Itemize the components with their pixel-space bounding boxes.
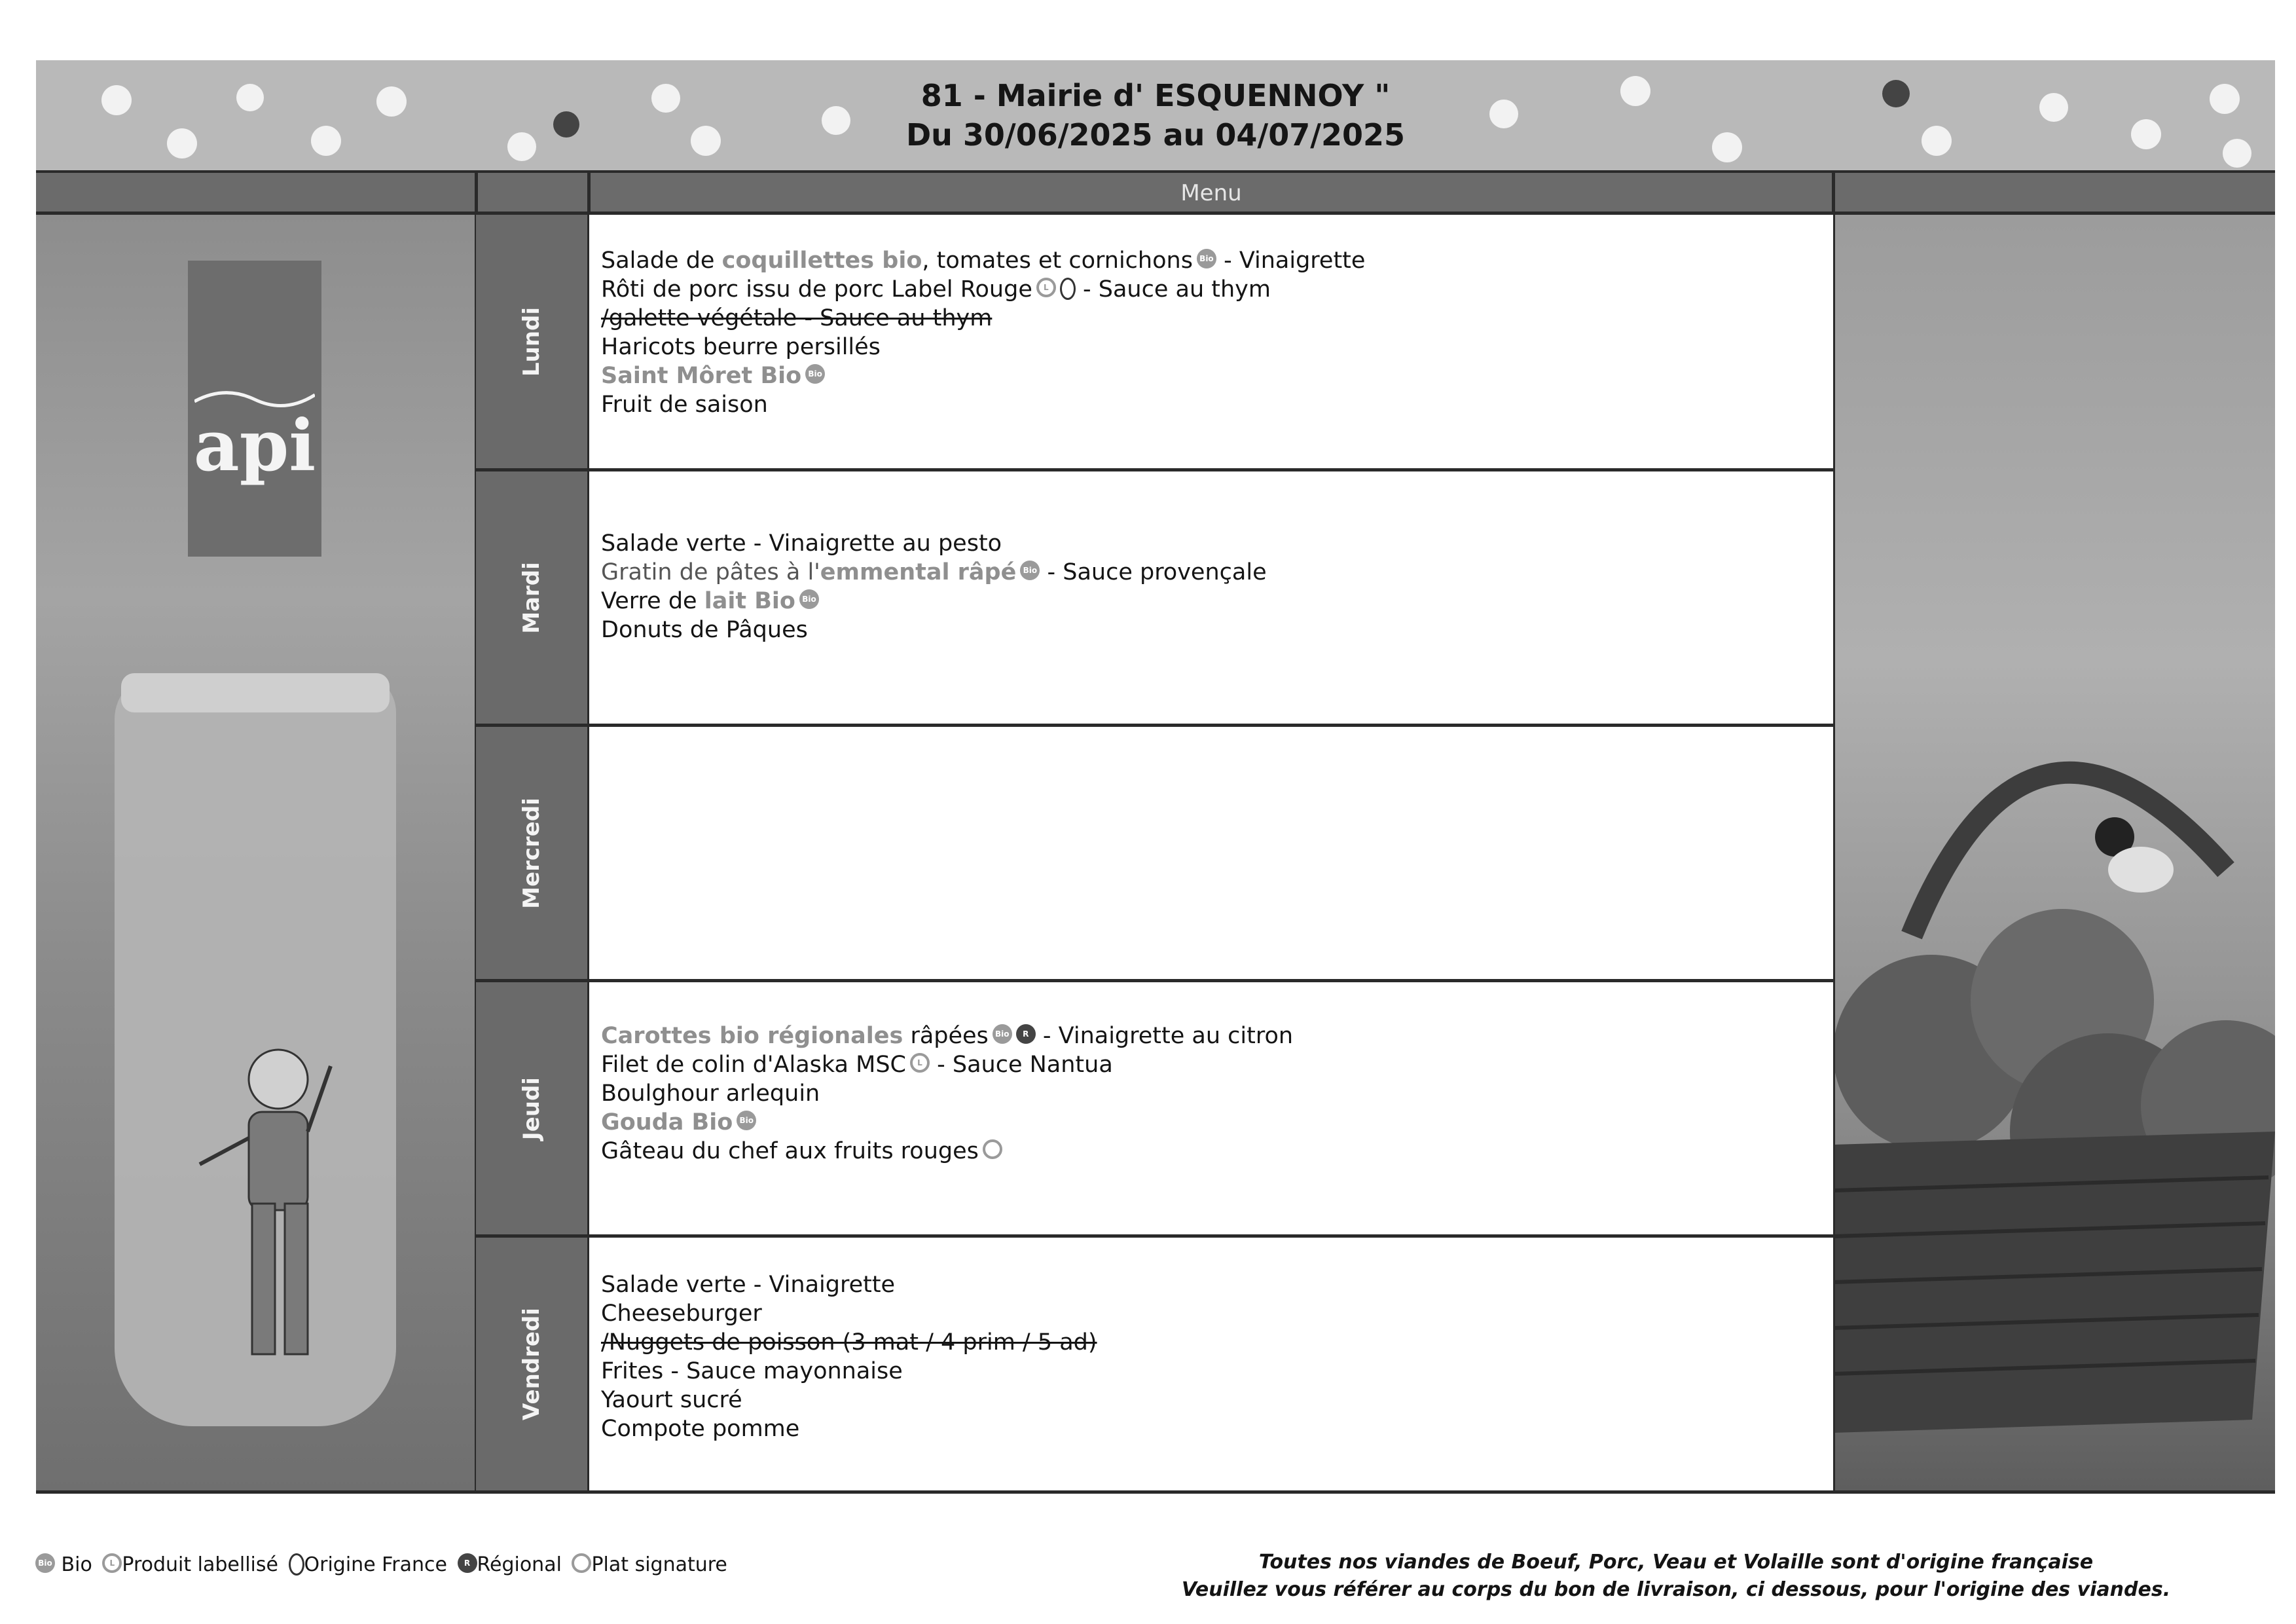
boot-rim: [121, 673, 390, 712]
menu-lines: [601, 529, 1267, 644]
menu-item: [601, 1299, 1097, 1328]
right-photo-panel: [1833, 215, 2275, 1490]
menu-item: [601, 246, 1365, 275]
day-label-mardi: [476, 471, 587, 724]
signature-dish-icon: [572, 1553, 591, 1573]
menu-item: [601, 333, 1365, 361]
legend-regional: Régional: [477, 1553, 562, 1576]
menu-item-text: coquillettes bio: [721, 248, 922, 274]
header-banner: [36, 60, 2275, 170]
bio-icon: Bio: [737, 1111, 756, 1130]
menu-cell-jeudi: [589, 982, 1833, 1234]
menu-lines: [601, 1022, 1293, 1166]
bio-icon: Bio: [993, 1024, 1012, 1044]
menu-item: [601, 616, 1267, 644]
menu-item: [601, 558, 1267, 587]
footnote-line: Toutes nos viandes de Boeuf, Porc, Veau et Volaille sont d'origine française: [1258, 1551, 2094, 1574]
menu-cell-lundi: [589, 215, 1833, 468]
regional-icon: R: [458, 1553, 477, 1573]
menu-item-text: Filet de colin d'Alaska MSC: [601, 1052, 906, 1078]
menu-item-text: Carottes bio: [601, 1023, 768, 1049]
bio-icon: Bio: [1020, 561, 1040, 580]
footnote-line: Veuillez vous référer au corps du bon de livraison, ci dessous, pour l'origine des viandes.: [1181, 1578, 2171, 1601]
menu-cell-vendredi: [589, 1238, 1833, 1490]
label-icon: L: [910, 1053, 930, 1073]
regional-icon: R: [1016, 1024, 1036, 1044]
legend-france: Origine France: [304, 1553, 447, 1576]
menu-item: [601, 390, 1365, 419]
menu-item-text: - Sauce au thym: [1075, 276, 1271, 303]
icon-legend: [31, 1553, 727, 1576]
menu-item: [601, 529, 1267, 558]
day-label-jeudi: [476, 982, 587, 1234]
day-name: Jeudi: [519, 1077, 545, 1140]
day-label-lundi: [476, 215, 587, 468]
left-photo-panel: [36, 215, 476, 1490]
menu-item-text: Frites - Sauce mayonnaise: [601, 1358, 903, 1384]
menu-item-text: - Vinaigrette: [1216, 248, 1366, 274]
menu-item-text: Fruit de saison: [601, 392, 768, 418]
menu-item-text: Donuts de Pâques: [601, 617, 808, 643]
menu-item-text: - Sauce Nantua: [929, 1052, 1113, 1078]
menu-item-text: - Sauce provençale: [1040, 559, 1267, 585]
bio-icon: Bio: [1197, 249, 1216, 268]
menu-item-text: Rôti de porc issu de porc Label Rouge: [601, 276, 1032, 303]
grid-line: [36, 1490, 2275, 1494]
menu-item-text: Salade verte - Vinaigrette au pesto: [601, 530, 1002, 557]
meat-origin-note: [1178, 1549, 2174, 1604]
menu-item-text: Saint Môret Bio: [601, 363, 802, 389]
menu-column-header: Menu: [1180, 180, 1242, 206]
apple-basket-icon: [1833, 634, 2275, 1490]
menu-item-text: râpées: [903, 1023, 989, 1049]
menu-item-text: /Nuggets de poisson (3 mat / 4 prim / 5 ad): [601, 1329, 1097, 1356]
bio-icon: Bio: [805, 364, 825, 384]
menu-item-text: Verre de: [601, 588, 704, 614]
legend-signature: Plat signature: [591, 1553, 727, 1576]
menu-item: [601, 1108, 1293, 1137]
day-name: Vendredi: [519, 1308, 545, 1420]
api-logo: [188, 261, 321, 557]
menu-item: [601, 1357, 1097, 1386]
menu-item-text: Gouda Bio: [601, 1109, 733, 1135]
title-dates: Du 30/06/2025 au 04/07/2025: [905, 117, 1406, 153]
menu-item: [601, 1386, 1097, 1414]
menu-item-text: Salade de: [601, 248, 722, 274]
menu-item: [601, 1414, 1097, 1443]
legend-label: Produit labellisé: [122, 1553, 278, 1576]
page-title: [36, 76, 2275, 155]
menu-item-text: régionales: [767, 1023, 903, 1049]
menu-item-text: Salade verte - Vinaigrette: [601, 1272, 896, 1298]
title-site: 81 - Mairie d' ESQUENNOY ": [920, 78, 1391, 113]
menu-item-text: emmental râpé: [820, 559, 1017, 585]
menu-item: [601, 1050, 1293, 1079]
day-label-vendredi: [476, 1238, 587, 1490]
menu-item-text: Yaourt sucré: [601, 1387, 742, 1413]
menu-cell-mardi: [589, 471, 1833, 724]
label-icon: L: [1036, 278, 1056, 297]
day-name: Lundi: [519, 306, 545, 377]
legend-bio: Bio: [61, 1553, 92, 1576]
menu-item: [601, 1270, 1097, 1299]
menu-item: [601, 304, 1365, 333]
menu-item: [601, 275, 1365, 304]
france-origin-icon: [1060, 278, 1076, 300]
menu-item: [601, 361, 1365, 390]
logo-text: api: [193, 405, 316, 487]
menu-item: [601, 1328, 1097, 1357]
menu-item-text: Boulghour arlequin: [601, 1080, 820, 1107]
day-name: Mercredi: [519, 797, 545, 909]
menu-lines: [601, 246, 1365, 419]
menu-item-text: Cheeseburger: [601, 1301, 762, 1327]
day-name: Mardi: [519, 561, 545, 634]
menu-item-text: , tomates et cornichons: [922, 248, 1193, 274]
menu-cell-mercredi: [589, 727, 1833, 979]
menu-item: [601, 1079, 1293, 1108]
menu-item-text: /galette végétale - Sauce au thym: [601, 305, 993, 331]
menu-item-text: lait Bio: [704, 588, 795, 614]
menu-item-text: Gâteau du chef aux fruits rouges: [601, 1138, 979, 1164]
menu-item: [601, 1137, 1293, 1166]
signature-dish-icon: [983, 1139, 1002, 1159]
menu-item-text: - Vinaigrette au citron: [1035, 1023, 1294, 1049]
menu-item-text: Compote pomme: [601, 1416, 800, 1442]
menu-item-text: Haricots beurre persillés: [601, 334, 881, 360]
day-label-mercredi: [476, 727, 587, 979]
child-figure-icon: [193, 1040, 363, 1380]
menu-lines: [601, 1270, 1097, 1443]
menu-item-text: Gratin de pâtes à l': [601, 559, 820, 585]
menu-item: [601, 587, 1267, 616]
menu-item: [601, 1022, 1293, 1050]
bio-icon: Bio: [799, 589, 819, 609]
france-origin-icon: [289, 1553, 304, 1576]
bio-icon: Bio: [35, 1553, 55, 1573]
label-icon: L: [102, 1553, 122, 1573]
